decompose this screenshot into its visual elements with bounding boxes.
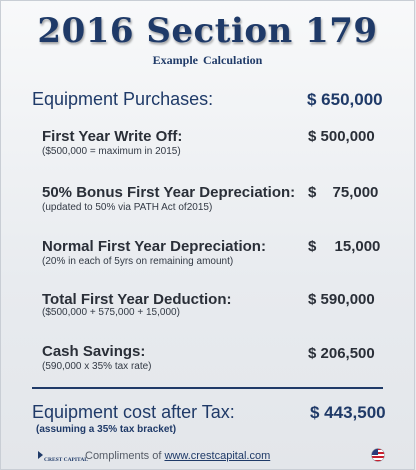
row-value: $ 650,000	[307, 90, 383, 109]
row-label: Normal First Year Depreciation:	[42, 238, 266, 255]
row-note: ($500,000 = maximum in 2015)	[42, 146, 181, 157]
row-note: (20% in each of 5yrs on remaining amount)	[42, 256, 234, 267]
row-label: Cash Savings:	[42, 343, 146, 360]
row-note: (assuming a 35% tax bracket)	[36, 424, 177, 435]
row-value: $ 75,000	[308, 184, 379, 201]
logo-text: CREST CAPITAL	[44, 457, 88, 463]
crest-capital-logo	[34, 450, 88, 464]
us-flag-icon	[371, 448, 385, 462]
page-title: 2016 Section 179	[37, 11, 378, 51]
row-label: Equipment Purchases:	[32, 89, 214, 109]
row-value: $ 590,000	[308, 291, 375, 308]
page-subtitle: Example Calculation	[152, 53, 263, 67]
row-label: 50% Bonus First Year Depreciation:	[42, 184, 296, 201]
footer	[1, 448, 414, 466]
row-note: (updated to 50% via PATH Act of2015)	[42, 202, 213, 213]
divider	[32, 387, 383, 389]
row-value: $ 206,500	[308, 345, 375, 362]
row-label: Total First Year Deduction:	[42, 291, 232, 308]
compliments-label: Compliments of	[85, 450, 162, 462]
row-value: $ 500,000	[308, 128, 375, 145]
row-value: $ 15,000	[308, 238, 381, 255]
row-note: ($500,000 + 575,000 + 15,000)	[42, 307, 180, 318]
website-link[interactable]: www.crestcapital.com	[164, 450, 271, 462]
row-label: Equipment cost after Tax:	[32, 402, 235, 422]
row-note: (590,000 x 35% tax rate)	[42, 361, 152, 372]
compliments-text	[85, 450, 270, 462]
row-label: First Year Write Off:	[42, 128, 183, 145]
row-value: $ 443,500	[310, 403, 386, 422]
